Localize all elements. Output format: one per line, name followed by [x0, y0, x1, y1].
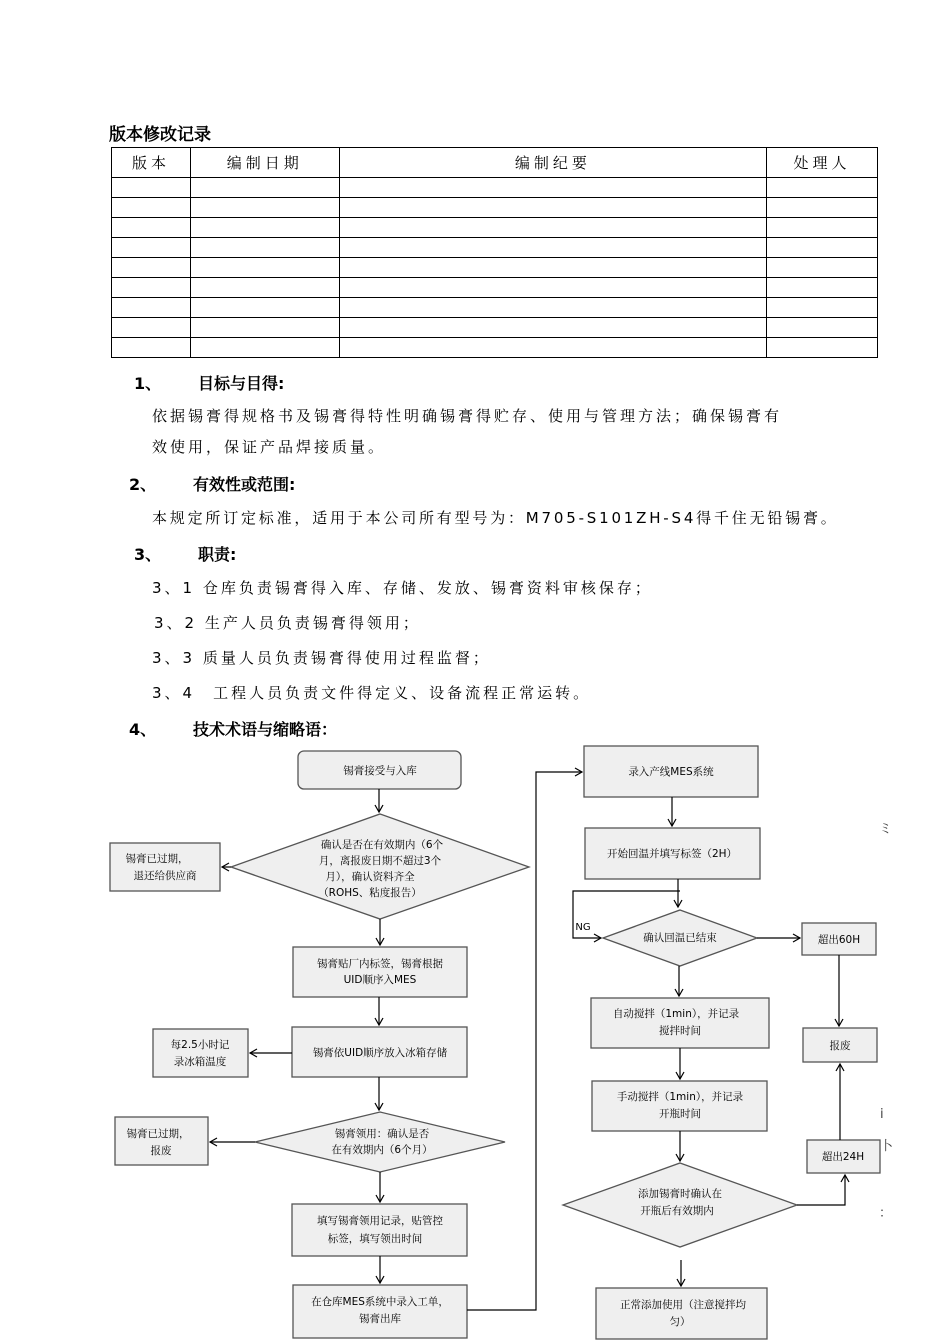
- decision-warm-up-text: 确认回温已结束: [643, 932, 717, 944]
- node-receive-store-text: 锡膏接受与入库: [343, 765, 417, 777]
- section-2-number: 2、: [129, 475, 157, 494]
- node-normal-use: [596, 1288, 767, 1339]
- section-4-title: 技术术语与缩略语：: [193, 720, 338, 739]
- node-auto-mix: [591, 998, 769, 1048]
- section-3-number: 3、: [134, 545, 162, 564]
- node-line-mes-text: 录入产线MES系统: [628, 766, 714, 778]
- section-1-line-1: 依据锡膏得规格书及锡膏得特性明确锡膏得贮存、使用与管理方法；确保锡膏有: [152, 407, 783, 425]
- section-2-line: 本规定所订定标准，适用于本公司所有型号为：M705-S101ZH-S4得千住无铅锡膏。: [152, 509, 839, 527]
- node-fridge-temp-text-1: 每2.5小时记: [170, 1039, 230, 1051]
- decision-validity-text-2: 月，离报废日期不超过3个: [318, 855, 442, 867]
- section-3-item-4: 3、4 工程人员负责文件得定义、设备流程正常运转。: [152, 684, 592, 702]
- section-3-item-3: 3、3 质量人员负责锡膏得使用过程监督；: [152, 649, 491, 667]
- revision-title: 版本修改记录: [109, 125, 211, 145]
- section-3-item-1: 3、1 仓库负责锡膏得入库、存储、发放、锡膏资料审核保存；: [152, 579, 653, 597]
- node-return-supplier-text-2: 退还给供应商: [133, 870, 197, 882]
- header-summary: 编制纪要: [339, 148, 766, 178]
- node-issue-record-text-1: 填写锡膏领用记录，贴管控: [317, 1215, 443, 1227]
- node-auto-mix-text-1: 自动搅拌（1min），并记录: [612, 1008, 740, 1020]
- section-1-number: 1、: [134, 374, 162, 393]
- node-label-uid: [293, 947, 467, 997]
- node-normal-use-text-2: 匀）: [669, 1316, 691, 1328]
- decision-open-validity-text-1: 添加锡膏时确认在: [638, 1188, 722, 1200]
- header-date: 编制日期: [190, 148, 339, 178]
- node-expired-scrap: [115, 1117, 208, 1165]
- node-scrap-text: 报废: [829, 1040, 851, 1052]
- node-expired-scrap-text-2: 报废: [150, 1145, 172, 1157]
- section-1-title: 目标与目得:: [198, 374, 285, 393]
- node-auto-mix-text-2: 搅拌时间: [659, 1025, 701, 1037]
- decision-open-validity-text-2: 开瓶后有效期内: [640, 1205, 714, 1217]
- margin-mark-4: ：: [879, 1206, 893, 1221]
- node-manual-mix: [592, 1081, 767, 1131]
- decision-validity-text-3: 月），确认资料齐全: [325, 871, 415, 883]
- margin-mark-3: 卜: [880, 1139, 894, 1154]
- section-1-line-2: 效使用，保证产品焊接质量。: [152, 438, 387, 456]
- node-return-supplier: [110, 843, 220, 891]
- section-2-title: 有效性或范围:: [193, 475, 296, 494]
- decision-issue-text-1: 锡膏领用：确认是否: [334, 1128, 430, 1140]
- header-handler: 处理人: [767, 148, 878, 178]
- ng-label: NG: [575, 922, 591, 933]
- node-fridge-temp-text-2: 录冰箱温度: [173, 1056, 227, 1068]
- node-warm-up-text: 开始回温并填写标签（2H）: [606, 848, 738, 860]
- node-issue-record: [292, 1204, 467, 1256]
- node-mes-outbound: [293, 1285, 467, 1338]
- node-over-24h-text: 超出24H: [821, 1151, 865, 1163]
- decision-validity-text-1: 确认是否在有效期内（6个: [320, 839, 444, 851]
- section-3-item-2: 3、2 生产人员负责锡膏得领用；: [154, 614, 421, 632]
- node-return-supplier-text-1: 锡膏已过期，: [125, 853, 189, 865]
- node-mes-outbound-text-1: 在仓库MES系统中录入工单，: [311, 1296, 449, 1308]
- section-4-number: 4、: [129, 720, 157, 739]
- node-issue-record-text-2: 标签，填写领出时间: [327, 1233, 423, 1245]
- decision-validity-text-4: （ROHS、粘度报告）: [318, 887, 422, 899]
- node-manual-mix-text-1: 手动搅拌（1min），并记录: [616, 1091, 744, 1103]
- decision-issue-text-2: 在有效期内（6个月）: [331, 1144, 433, 1156]
- node-over-60h-text: 超出60H: [817, 934, 861, 946]
- margin-mark-1: ミ: [879, 822, 893, 837]
- node-fridge-storage-text: 锡膏依UID顺序放入冰箱存储: [312, 1047, 448, 1059]
- margin-mark-2: i: [880, 1107, 884, 1122]
- node-normal-use-text-1: 正常添加使用（注意搅拌均: [620, 1299, 746, 1311]
- node-manual-mix-text-2: 开瓶时间: [659, 1108, 701, 1120]
- node-mes-outbound-text-2: 锡膏出库: [359, 1313, 401, 1325]
- arrow-18: [797, 1175, 845, 1205]
- section-3-title: 职责:: [198, 545, 237, 564]
- node-fridge-temp-record: [153, 1029, 248, 1077]
- node-label-uid-text-1: 锡膏贴厂内标签，锡膏根据: [317, 958, 443, 970]
- node-expired-scrap-text-1: 锡膏已过期，: [126, 1128, 190, 1140]
- node-label-uid-text-2: UID顺序入MES: [343, 974, 417, 986]
- decision-issue-check: [255, 1112, 505, 1172]
- header-version: 版本: [112, 148, 191, 178]
